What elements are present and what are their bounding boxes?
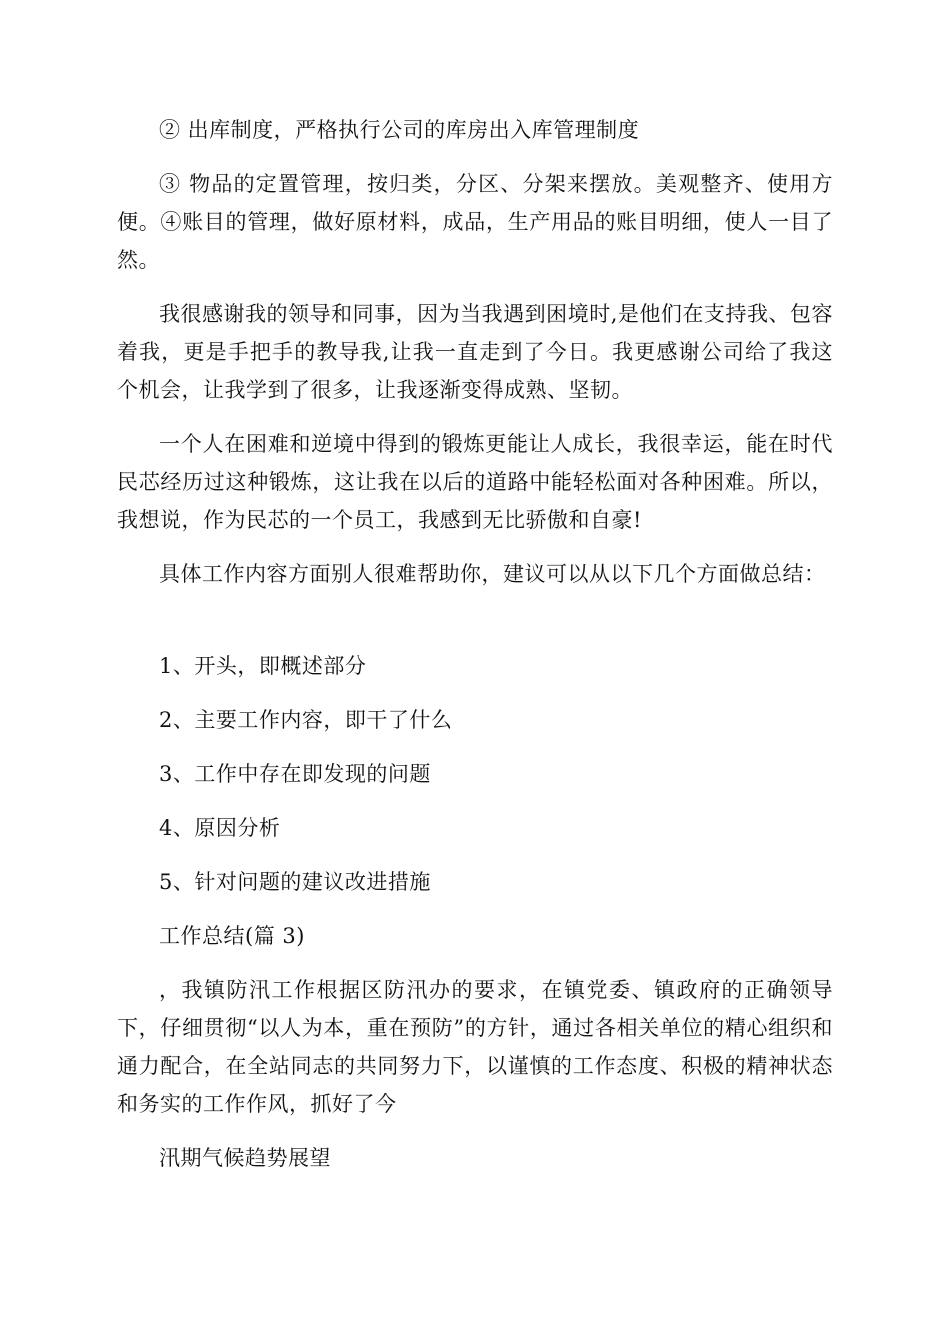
section-title: 工作总结(篇 3) (159, 924, 305, 948)
paragraph-flood-control: ，我镇防汛工作根据区防汛办的要求，在镇党委、镇政府的正确领导下，仔细贯彻“以人为本，重在预防”的方针，通过各相关单位的精心组织和通力配合，在全站同志的共同努力下，以谨慎的工作态度、积极的精神状态和务实的工作作风，抓好了今 (117, 978, 833, 1116)
paragraph-summary-advice: 具体工作内容方面别人很难帮助你，建议可以从以下几个方面做总结： (159, 562, 826, 586)
list-item-5: 5、针对问题的建议改进措施 (159, 870, 431, 894)
paragraph-item-placement: ③ 物品的定置管理，按归类，分区、分架来摆放。美观整齐、使用方便。④账目的管理，做好原材料，成品，生产用品的账目明细，使人一目了然。 (117, 172, 833, 272)
list-item-3: 3、工作中存在即发现的问题 (159, 762, 431, 786)
paragraph-growth: 一个人在困难和逆境中得到的锻炼更能让人成长，我很幸运，能在时代民芯经历过这种锻炼，这让我在以后的道路中能轻松面对各种困难。所以，我想说，作为民芯的一个员工，我感到无比骄傲和自豪! (117, 432, 833, 532)
list-item-4: 4、原因分析 (159, 816, 281, 840)
paragraph-climate-outlook: 汛期气候趋势展望 (159, 1146, 331, 1170)
list-item-1: 1、开头，即概述部分 (159, 654, 367, 678)
list-item-2: 2、主要工作内容，即干了什么 (159, 708, 453, 732)
paragraph-gratitude: 我很感谢我的领导和同事，因为当我遇到困境时,是他们在支持我、包容着我，更是手把手的教导我,让我一直走到了今日。我更感谢公司给了我这个机会，让我学到了很多，让我逐渐变得成熟、坚韧。 (117, 302, 833, 402)
paragraph-outbound-policy: ② 出库制度，严格执行公司的库房出入库管理制度 (159, 118, 640, 142)
